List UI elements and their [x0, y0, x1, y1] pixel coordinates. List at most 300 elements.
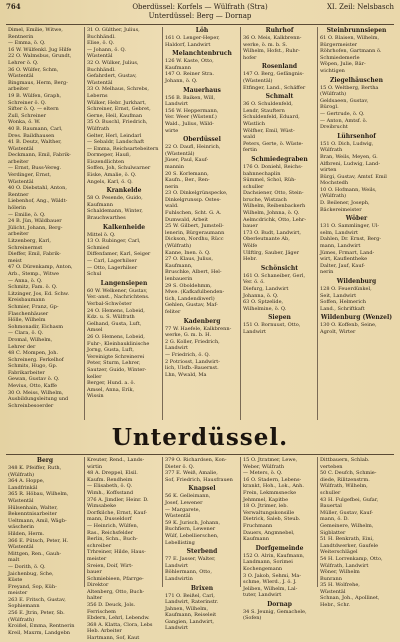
- directory-column: [240, 27, 318, 420]
- directory-entry: 16 W. Wülfenkl. Jug Hilfe: [8, 46, 72, 53]
- directory-entry: 176 O. Doniehl, Reichs-: [243, 163, 303, 170]
- directory-entry: Dittbauern, Schlab.: [320, 457, 370, 463]
- directory-entry: Schmied: [87, 244, 109, 251]
- directory-entry: Kanne, Inen. ö. Q.: [165, 249, 211, 256]
- directory-entry: 50 C. Deufch, Schmie-: [320, 470, 377, 477]
- directory-entry: 126 W. Kaste, Otto,: [165, 58, 214, 65]
- directory-entry: Peter, Sturm, Lehrer,: [87, 360, 141, 367]
- directory-entry: Dahlen, Dr. Ernst, Berg-: [320, 236, 382, 243]
- directory-entry: 22 O. Daufl, Heinrich,: [165, 144, 221, 151]
- directory-entry: 173 O. Budt, Landwirt,: [243, 229, 301, 236]
- directory-entry: 147 O. Reiner Stra.: [165, 71, 214, 78]
- directory-column: [162, 27, 241, 420]
- directory-entry: Wüstentäl: [8, 73, 34, 80]
- directory-column: [6, 457, 84, 636]
- directory-entry: 25 W. Gilbert, Jumstell-: [165, 223, 224, 230]
- directory-entry: nerin: [165, 183, 179, 190]
- directory-entry: Zull, Schreiner: [8, 112, 47, 119]
- directory-entry: 22 O. Walmsbus, Grundt,: [8, 53, 72, 60]
- directory-entry: Kaufmann: [165, 64, 191, 71]
- directory-entry: 18 O. Jtrimer, leb.: [243, 503, 289, 510]
- page-number: 764: [6, 2, 21, 11]
- directory-entry: Jorng, Gusta, Luft,: [87, 347, 134, 354]
- directory-entry: schme, Wlerd., J. ö. J.: [243, 579, 297, 586]
- directory-entry: Arb., Stemp., Witwe: [8, 270, 59, 277]
- directory-entry: 77 W. Haefele, Kalkbrenn-: [165, 325, 232, 332]
- locality-heading: Brixen: [190, 584, 214, 592]
- directory-entry: 48 A. Dreppel, Elsil.: [87, 470, 138, 477]
- directory-entry: Kreisbaumann: [8, 297, 45, 304]
- directory-entry: bahnnechaplin: [243, 170, 281, 177]
- locality-heading: Kalkenheide: [102, 223, 146, 231]
- directory-entry: Dinkelgrunssp. Ostes-: [165, 196, 221, 203]
- directory-entry: (Wülfrath): [8, 616, 35, 623]
- directory-entry: Lehrer der: [8, 343, 36, 350]
- directory-entry: Eiske, Amalie, ö. Q.: [87, 172, 137, 179]
- directory-entry: Lehrer ö. Q.: [8, 59, 39, 66]
- directory-entry: wäscherin: [8, 524, 35, 531]
- directory-entry: Wüstentäl: [320, 588, 346, 595]
- title-rule: [6, 454, 394, 455]
- directory-entry: Jeliben, Wilhelm, Lal-: [243, 585, 298, 592]
- directory-entry: — Emma, ö. Q.: [8, 40, 46, 47]
- directory-entry: Hebr., Schr.: [320, 602, 351, 609]
- directory-entry: (Wüstentäl): [243, 77, 273, 84]
- directory-entry: feliter: [165, 308, 181, 315]
- directory-entry: lenerin, Bürgeraumann: [165, 229, 225, 236]
- directory-entry: Elise, ö. Q.: [87, 40, 115, 47]
- directory-entry: 161 O. Schaneiber, Gerl,: [243, 272, 306, 279]
- directory-entry: 47 O. Dürenkamp, Anton,: [8, 264, 73, 271]
- directory-entry: Wissin: [87, 393, 104, 400]
- directory-entry: Wüstentäl: [8, 497, 34, 504]
- directory-entry: Dumwald, Arbeit: [165, 216, 208, 223]
- directory-entry: Buchfiern, Lewener: [165, 526, 216, 533]
- locality-heading: Kadenberg: [183, 317, 221, 325]
- lower-columns: [6, 457, 394, 642]
- directory-entry: — Gertrude, ö. Q.: [320, 110, 365, 117]
- directory-entry: Fabrikarbeiter: [8, 369, 45, 376]
- directory-entry: Hölle, Wilhelm: [8, 317, 46, 324]
- directory-entry: 366 E. Pütsch, Peter, H.: [8, 537, 69, 544]
- directory-entry: Kdz. u. S. Wülfrath: [87, 314, 135, 321]
- directory-entry: Schreiner, Ernst, Gebret,: [87, 106, 151, 113]
- directory-entry: Land., Schriftkaft: [320, 305, 365, 312]
- directory-entry: — Meters, ö. Q.: [243, 470, 283, 477]
- directory-entry: Wilhelm, Johnna, ö. Q.: [243, 210, 300, 217]
- directory-entry: Bunrann: [320, 575, 342, 582]
- directory-entry: schuller: [243, 183, 264, 190]
- directory-entry: Wüstentäl: [8, 145, 34, 152]
- directory-entry: Wüstentäl: [8, 544, 34, 551]
- directory-entry: 368 A. Klatta, Clora, Lebs: [87, 621, 153, 628]
- directory-entry: Mwe. (Kafkafulbenden-: [165, 289, 225, 296]
- directory-entry: 10 O. Hofmann, Weils,: [320, 186, 377, 193]
- directory-entry: wald: [243, 134, 256, 141]
- directory-entry: Landwirtin: [165, 575, 193, 582]
- directory-entry: Gehlen, Gustav, Maf-: [165, 302, 218, 309]
- directory-entry: Bäckereimeister: [320, 206, 362, 213]
- directory-entry: Gangien, Landwirt,: [165, 618, 214, 625]
- directory-entry: werke, G. m. b. H.: [165, 332, 212, 339]
- directory-entry: Kochengemann: [243, 565, 283, 572]
- directory-entry: mannin: [165, 163, 184, 170]
- locality-heading: Rosenland: [261, 63, 298, 71]
- directory-entry: Lebellisting: [165, 539, 195, 546]
- directory-entry: Wimh., Koffsstand: [87, 489, 134, 496]
- directory-entry: Wülfrath, Wilhelm,: [320, 483, 368, 490]
- directory-entry: Landwirt: [165, 625, 189, 632]
- directory-entry: Bürgi, Gustav, Amtsf. Emil: [320, 173, 387, 180]
- directory-entry: D. Beilener, Joseph,: [320, 200, 370, 207]
- directory-entry: (Wülfrath): [165, 243, 192, 250]
- directory-entry: Brauchwarthes: [87, 215, 126, 222]
- directory-entry: 36 O. Meis, Kalkbrenn-: [243, 35, 302, 41]
- directory-entry: Dietrick, Saleb, Steub.: [243, 516, 301, 523]
- directory-entry: — Clara, ö. Q.: [8, 330, 44, 337]
- directory-entry: Dachsiener, Otto, Stein-: [243, 190, 304, 197]
- directory-entry: Berlin, Schn., Buch-: [87, 536, 138, 543]
- directory-entry: — Otto, Lagerhilser: [87, 264, 138, 271]
- directory-entry: 19 B. Wülfen, Graph,: [8, 92, 62, 99]
- directory-entry: Jüser, Paul, Kauf-: [165, 157, 209, 164]
- directory-entry: Ullftlrg, Sauber, Jäger: [243, 249, 299, 256]
- directory-entry: — Anna, ö. Q.: [8, 277, 43, 284]
- directory-entry: Diffenfamer, Karl, Seiger: [87, 251, 151, 258]
- directory-entry: 40 O. Diebstahl, Anton,: [8, 185, 67, 192]
- locality-heading: Wildenburg: [336, 278, 377, 285]
- directory-entry: meist: [8, 257, 22, 264]
- directory-entry: Wölfher, Emil, Wüst-: [243, 127, 295, 134]
- directory-entry: Bekenntnisarbeiter: [8, 511, 57, 518]
- directory-entry: 130 O. Koffenb, Seine,: [320, 322, 377, 329]
- directory-entry: Landtdwerker, Gaufele: [320, 542, 379, 549]
- directory-entry: 36 O. Wülfer, Schm,: [8, 66, 59, 73]
- directory-entry: nerin: [320, 269, 334, 276]
- directory-entry: arbeiter: [8, 158, 29, 165]
- directory-entry: Weber, Wülfrath: [243, 463, 285, 470]
- directory-entry: Wöpen, Julie, Bär-: [320, 61, 366, 68]
- directory-entry: 2 Potriosst, Landwirt-: [165, 358, 220, 365]
- directory-entry: 379 O. Richardsen, Kon-: [165, 457, 227, 463]
- directory-entry: Dieffer, Emil, Fabrik-: [8, 251, 61, 258]
- directory-entry: Schaldemann, Winter,: [87, 208, 143, 215]
- directory-entry: Ueltmann, Amil, Wägb-: [8, 517, 67, 524]
- directory-entry: wirten: [320, 167, 337, 174]
- directory-entry: Freyand, Sop, Küh-: [8, 583, 57, 590]
- directory-entry: Schmiebieen, Pfarrge-: [87, 575, 144, 582]
- directory-entry: 43 H. Fulgefbei, Gufar,: [320, 496, 379, 503]
- directory-entry: 30 O. Meiss, Wilhelm,: [8, 389, 64, 396]
- directory-entry: Kaufmann, Reiseleit: [165, 612, 217, 619]
- directory-entry: Kaufm. Rendheim: [87, 476, 133, 483]
- locality-heading: Krankelde: [106, 187, 142, 195]
- directory-entry: 156 W. Heppermann,: [165, 107, 219, 114]
- directory-entry: 156 B. Baiken, Will,: [165, 94, 216, 101]
- locality-heading: Schönsicht: [260, 264, 299, 272]
- directory-entry: Rentnerin: [8, 33, 34, 40]
- directory-entry: Verdinger, Ernst,: [8, 172, 52, 179]
- directory-entry: Frein, Lekmmsnecke: [243, 489, 297, 496]
- directory-entry: Dieter ö. Q.: [165, 463, 195, 470]
- directory-entry: Wüstentäl: [87, 79, 113, 86]
- directory-entry: 24 O. Hemens, Lobeid,: [87, 307, 145, 314]
- directory-entry: Lendr, Stauftern: [243, 107, 285, 114]
- directory-entry: Landfrinkäl: [8, 484, 38, 491]
- directory-entry: Wilhelm, Reibenbackerh: [243, 203, 306, 210]
- directory-entry: Sophiemann: [8, 603, 40, 610]
- directory-entry: — Margarete,: [165, 506, 201, 513]
- directory-entry: Wald., Julius, Wäld-: [165, 120, 214, 127]
- directory-column: [84, 27, 163, 420]
- directory-entry: Flaschenhäuser: [8, 310, 49, 317]
- locality-heading: Schmalt: [265, 93, 294, 101]
- directory-entry: Wilhelmine, ö. Q.: [243, 305, 287, 312]
- directory-entry: Alfbreni, Ludwig, Land-: [320, 160, 381, 167]
- directory-entry: Liebenhof, Ang., Wäldt-: [8, 198, 68, 205]
- directory-entry: Kroißel, Emma, Rentnerin: [8, 623, 75, 630]
- directory-entry: 128 O. Feuerdünkel,: [320, 286, 372, 292]
- directory-entry: Sifter ö. Q. — eltern: [8, 106, 59, 113]
- directory-entry: Wüstlich: [243, 120, 265, 127]
- locality-heading: Knapsel: [188, 485, 216, 493]
- directory-entry: 40 B. Raumann, Carl,: [8, 125, 63, 132]
- directory-entry: 365 R. Höbau, Wilhelm,: [8, 491, 69, 498]
- directory-entry: Wonka, ö. W.: [8, 119, 41, 126]
- directory-entry: Wilhelm, Hofst., Ruhr-: [243, 48, 300, 55]
- directory-entry: Landwirt, Raterinstr.: [165, 599, 219, 606]
- directory-entry: Sigblatter: [320, 529, 346, 536]
- directory-entry: Wöner, Wilhelm: [320, 569, 360, 576]
- directory-entry: — Ernst, Buss-Vereg.: [8, 165, 62, 172]
- directory-entry: Böhlermann, Otto,: [165, 569, 212, 576]
- directory-entry: Josef, Lewener: [165, 499, 203, 506]
- directory-entry: Dromal, Wilhelm,: [8, 336, 53, 343]
- directory-entry: Landwirt: [165, 101, 189, 108]
- directory-entry: 15 O. Jtratmer, Lewe,: [243, 457, 298, 463]
- directory-entry: Wüstentäl: [165, 513, 191, 520]
- directory-entry: Hülsenhain, Walter,: [8, 504, 58, 511]
- directory-entry: Deckmann, Emil, Fabrik-: [8, 152, 71, 159]
- directory-entry: Mittel ö. Q.: [87, 231, 116, 238]
- directory-entry: Bürogl.: [320, 104, 339, 111]
- directory-entry: Seit, Landwirt: [320, 292, 357, 299]
- directory-entry: 31 O. Gülther, Julius,: [87, 27, 140, 33]
- directory-entry: Dauers, Angmnebel,: [243, 529, 295, 536]
- directory-entry: Bauertal: [320, 503, 342, 510]
- directory-entry: schreiber: [87, 542, 112, 549]
- directory-entry: Schnan, Joh., Apollinet,: [320, 595, 380, 602]
- locality-heading: Dorfgemeinde: [255, 544, 304, 552]
- directory-entry: Sof, Friedrich, Hausfrauen: [165, 476, 233, 483]
- directory-entry: — Johann, ö. Q.: [87, 46, 126, 53]
- directory-entry: Hartmann, Sof, Kaut: [87, 635, 140, 642]
- directory-entry: Wüstentäl: [8, 178, 34, 185]
- directory-entry: 36 O. Schuldenfeld,: [243, 101, 293, 108]
- directory-entry: Fruchmann: [243, 522, 273, 529]
- directory-entry: Sohmonadir, Eichasm: [8, 323, 63, 330]
- directory-entry: 26 O. Hemens, Lobeid,: [87, 333, 145, 340]
- directory-entry: Kreuter, Rend., Lands-: [87, 457, 145, 463]
- directory-entry: Dreibrucht: [320, 124, 348, 131]
- directory-entry: — Emma, Reichsartebeitern: [87, 145, 159, 152]
- locality-heading: Ruhrhof: [265, 27, 294, 34]
- directory-entry: Buchhändl.: [87, 66, 116, 73]
- directory-entry: tuter, Landwirt: [243, 592, 282, 599]
- directory-entry: bauer: [87, 569, 102, 576]
- directory-entry: 2 G. Koller, Friedrich,: [165, 338, 220, 345]
- directory-entry: Ver.-anst., Nachrichtens.: [87, 294, 150, 301]
- directory-entry: 35 H. Wolfrehe,: [320, 582, 360, 589]
- directory-entry: Landmann, Sorimei: [243, 559, 293, 566]
- directory-entry: malt: [8, 557, 20, 564]
- directory-entry: halter: [87, 595, 103, 602]
- directory-entry: Röhrhofen, Gartmann ö.: [320, 48, 382, 55]
- locality-heading: Steinbrunnsiepen: [326, 27, 387, 34]
- directory-entry: Geldsaeen, Gustav,: [320, 97, 369, 104]
- directory-entry: 151 O. Dich, Ludwig,: [320, 140, 374, 147]
- directory-entry: Schmiedemerle: [320, 54, 360, 61]
- directory-entry: Dimel, Emilie, Witwe,: [8, 27, 63, 33]
- directory-entry: (Sofen): [243, 615, 262, 622]
- directory-column: [6, 27, 84, 420]
- directory-entry: arbeiter: [8, 86, 29, 93]
- directory-entry: — Dorith, ö. Q.: [8, 563, 46, 570]
- directory-entry: 59 K. Jurisch, Johann,: [165, 519, 221, 526]
- locality-heading: Mauerhaus: [183, 86, 221, 94]
- directory-entry: — Emilie, ö. Q.: [8, 211, 46, 218]
- directory-entry: 33 O. Melhaus, Schrebs,: [87, 86, 149, 93]
- directory-entry: arbeiter: [8, 231, 29, 238]
- directory-entry: wirtin: [87, 463, 103, 470]
- directory-entry: Peters, Gerte, ö. Wüste-: [243, 140, 304, 147]
- directory-entry: 20 S. Korlemann,: [165, 170, 209, 177]
- directory-entry: Aelmcdrichk, Otto, Lehr-: [243, 216, 307, 223]
- directory-entry: Johann, ö. Q.: [165, 77, 198, 84]
- directory-entry: Kaufmann: [243, 536, 269, 543]
- directory-entry: schuller: [320, 489, 341, 496]
- directory-entry: 161 O. Lenger-Heper,: [165, 35, 220, 41]
- directory-entry: Wüstentäl: [87, 53, 113, 60]
- directory-entry: 41 B. Deutz, Walther,: [8, 139, 62, 146]
- directory-entry: 77 E. Jasser, Walter,: [165, 556, 216, 563]
- page-header: [6, 3, 394, 25]
- directory-entry: Agrolt, Wirter: [320, 328, 356, 335]
- directory-entry: Ver. Weer (Wüstenf.): [165, 114, 217, 121]
- directory-entry: bauer: [243, 223, 258, 230]
- directory-entry: Mevius, Otto, Kaffe: [8, 383, 58, 390]
- directory-entry: Sautzer, Guido, Winter-: [87, 366, 147, 373]
- directory-entry: mann, Dusseldorf: [87, 516, 132, 523]
- directory-entry: (Wülfrath): [320, 91, 347, 98]
- directory-entry: Heb. Arbeiter: [87, 628, 122, 635]
- directory-entry: lich, Ulsfb.-Bauernst.: [165, 365, 219, 372]
- directory-entry: wald.: [165, 203, 179, 210]
- directory-entry: — Sebaldr, Landschaft: [87, 139, 145, 146]
- directory-entry: hofer: [243, 54, 257, 61]
- directory-entry: Landwirt: [243, 328, 267, 335]
- directory-column: [162, 457, 241, 632]
- directory-entry: Verbal-Schwöster: [87, 300, 132, 307]
- directory-entry: Gefahrdert, Gustav,: [87, 73, 137, 80]
- directory-entry: 377 E. Weiß, Amalie,: [165, 470, 218, 477]
- directory-entry: Ausbildungsleitung und: [8, 396, 69, 403]
- directory-entry: 356 D. Deuck, Jols.: [87, 602, 136, 609]
- directory-entry: verteben: [320, 463, 343, 470]
- directory-entry: lenbauerin: [165, 276, 193, 282]
- locality-heading: Schmiedegraben: [251, 155, 308, 163]
- directory-entry: Schmits, Hugo, Gp.: [8, 363, 58, 370]
- directory-entry: meister: [87, 555, 107, 562]
- locality-heading: Berg: [36, 457, 54, 464]
- directory-entry: Schuldenfeld, Eduard,: [243, 114, 300, 121]
- directory-entry: Leberns: [87, 92, 108, 99]
- directory-entry: Schmitz, Fam. ö. Q.: [8, 284, 58, 291]
- directory-entry: Wülfrath: [320, 147, 343, 154]
- directory-entry: Gewan, Gustav ö. Q.: [8, 376, 60, 383]
- directory-entry: Weiterschlägel: [320, 549, 358, 556]
- directory-entry: Müller, Gustav, Kauf-: [320, 509, 373, 516]
- directory-entry: 263 E. Fritsch, Gustav,: [8, 596, 66, 603]
- directory-entry: Kaufmann: [87, 201, 113, 208]
- directory-entry: hölerin: [8, 205, 26, 212]
- directory-entry: Hebr.: [243, 256, 257, 263]
- locality-heading: Langensiepen: [100, 279, 148, 287]
- directory-entry: Buchhändl.: [87, 33, 116, 40]
- directory-entry: Wülfrath, Landwirt: [320, 562, 369, 569]
- directory-entry: 54 H. Lorrenkamp, Otto,: [320, 555, 383, 562]
- directory-entry: bruche, Wistzach: [243, 196, 287, 203]
- directory-entry: keller: [87, 373, 102, 380]
- directory-entry: Gelhand, Gusta, Luft,: [87, 320, 142, 327]
- directory-entry: Wölfe: [243, 243, 258, 250]
- directory-entry: Landwirt: [165, 562, 189, 569]
- header-title-line2: Unterdüssel: Berg — Dornap: [148, 12, 252, 20]
- directory-entry: Dormeper, Hauß,: [87, 152, 131, 159]
- directory-entry: Wülf, Lebellierschen,: [165, 532, 219, 539]
- directory-entry: 24 B. Jün, Wäldbauer: [8, 218, 62, 225]
- directory-entry: Kreil, Maxrm, Landgebn: [8, 629, 70, 636]
- directory-entry: Ver. ö. ö.: [243, 279, 265, 286]
- directory-entry: Ebdern, Lehrl, Lebendw.: [87, 615, 150, 622]
- directory-entry: Rentner: [8, 191, 29, 198]
- directory-entry: mann, Landwirt: [320, 243, 361, 250]
- directory-entry: — Carl, Lagerhilser: [87, 258, 137, 264]
- directory-entry: Schreinbesoerder: [8, 402, 54, 409]
- directory-entry: Mochstedh: [320, 180, 349, 187]
- directory-entry: Johanna, ö. Q.: [243, 292, 279, 299]
- directory-entry: Landwirt: [165, 345, 189, 352]
- directory-entry: (Wülfrath): [320, 193, 347, 200]
- directory-entry: 151 O. Bornuust, Otto,: [243, 322, 301, 329]
- header-rule: [6, 24, 394, 25]
- directory-entry: Kaufmann,: [165, 262, 193, 269]
- directory-entry: Wülfrath: [87, 125, 110, 132]
- directory-entry: 63 O. Sptzelide,: [243, 299, 284, 306]
- directory-entry: Ferrischem: [87, 608, 116, 615]
- locality-heading: Dornap: [267, 600, 292, 608]
- directory-entry: 35 O. Buschl, Friedrich,: [87, 119, 148, 126]
- header-right: XI. Zeil: Nelsbasch: [326, 3, 394, 11]
- locality-heading: Wöber: [345, 215, 368, 223]
- directory-entry: 171 O. Beißel, Carl,: [165, 592, 215, 599]
- directory-entry: Gelter, Herl, Leindarl: [87, 132, 142, 139]
- locality-heading: Oberdüssel: [183, 136, 221, 144]
- directory-entry: Dorfkilche, Ernst, Kauf-: [87, 509, 147, 516]
- locality-heading: Wildenburg (Wenzel): [320, 314, 393, 322]
- locality-heading: Ziegelhäuschen: [330, 76, 383, 84]
- directory-entry: — Heinrich, Wülfen,: [87, 522, 139, 529]
